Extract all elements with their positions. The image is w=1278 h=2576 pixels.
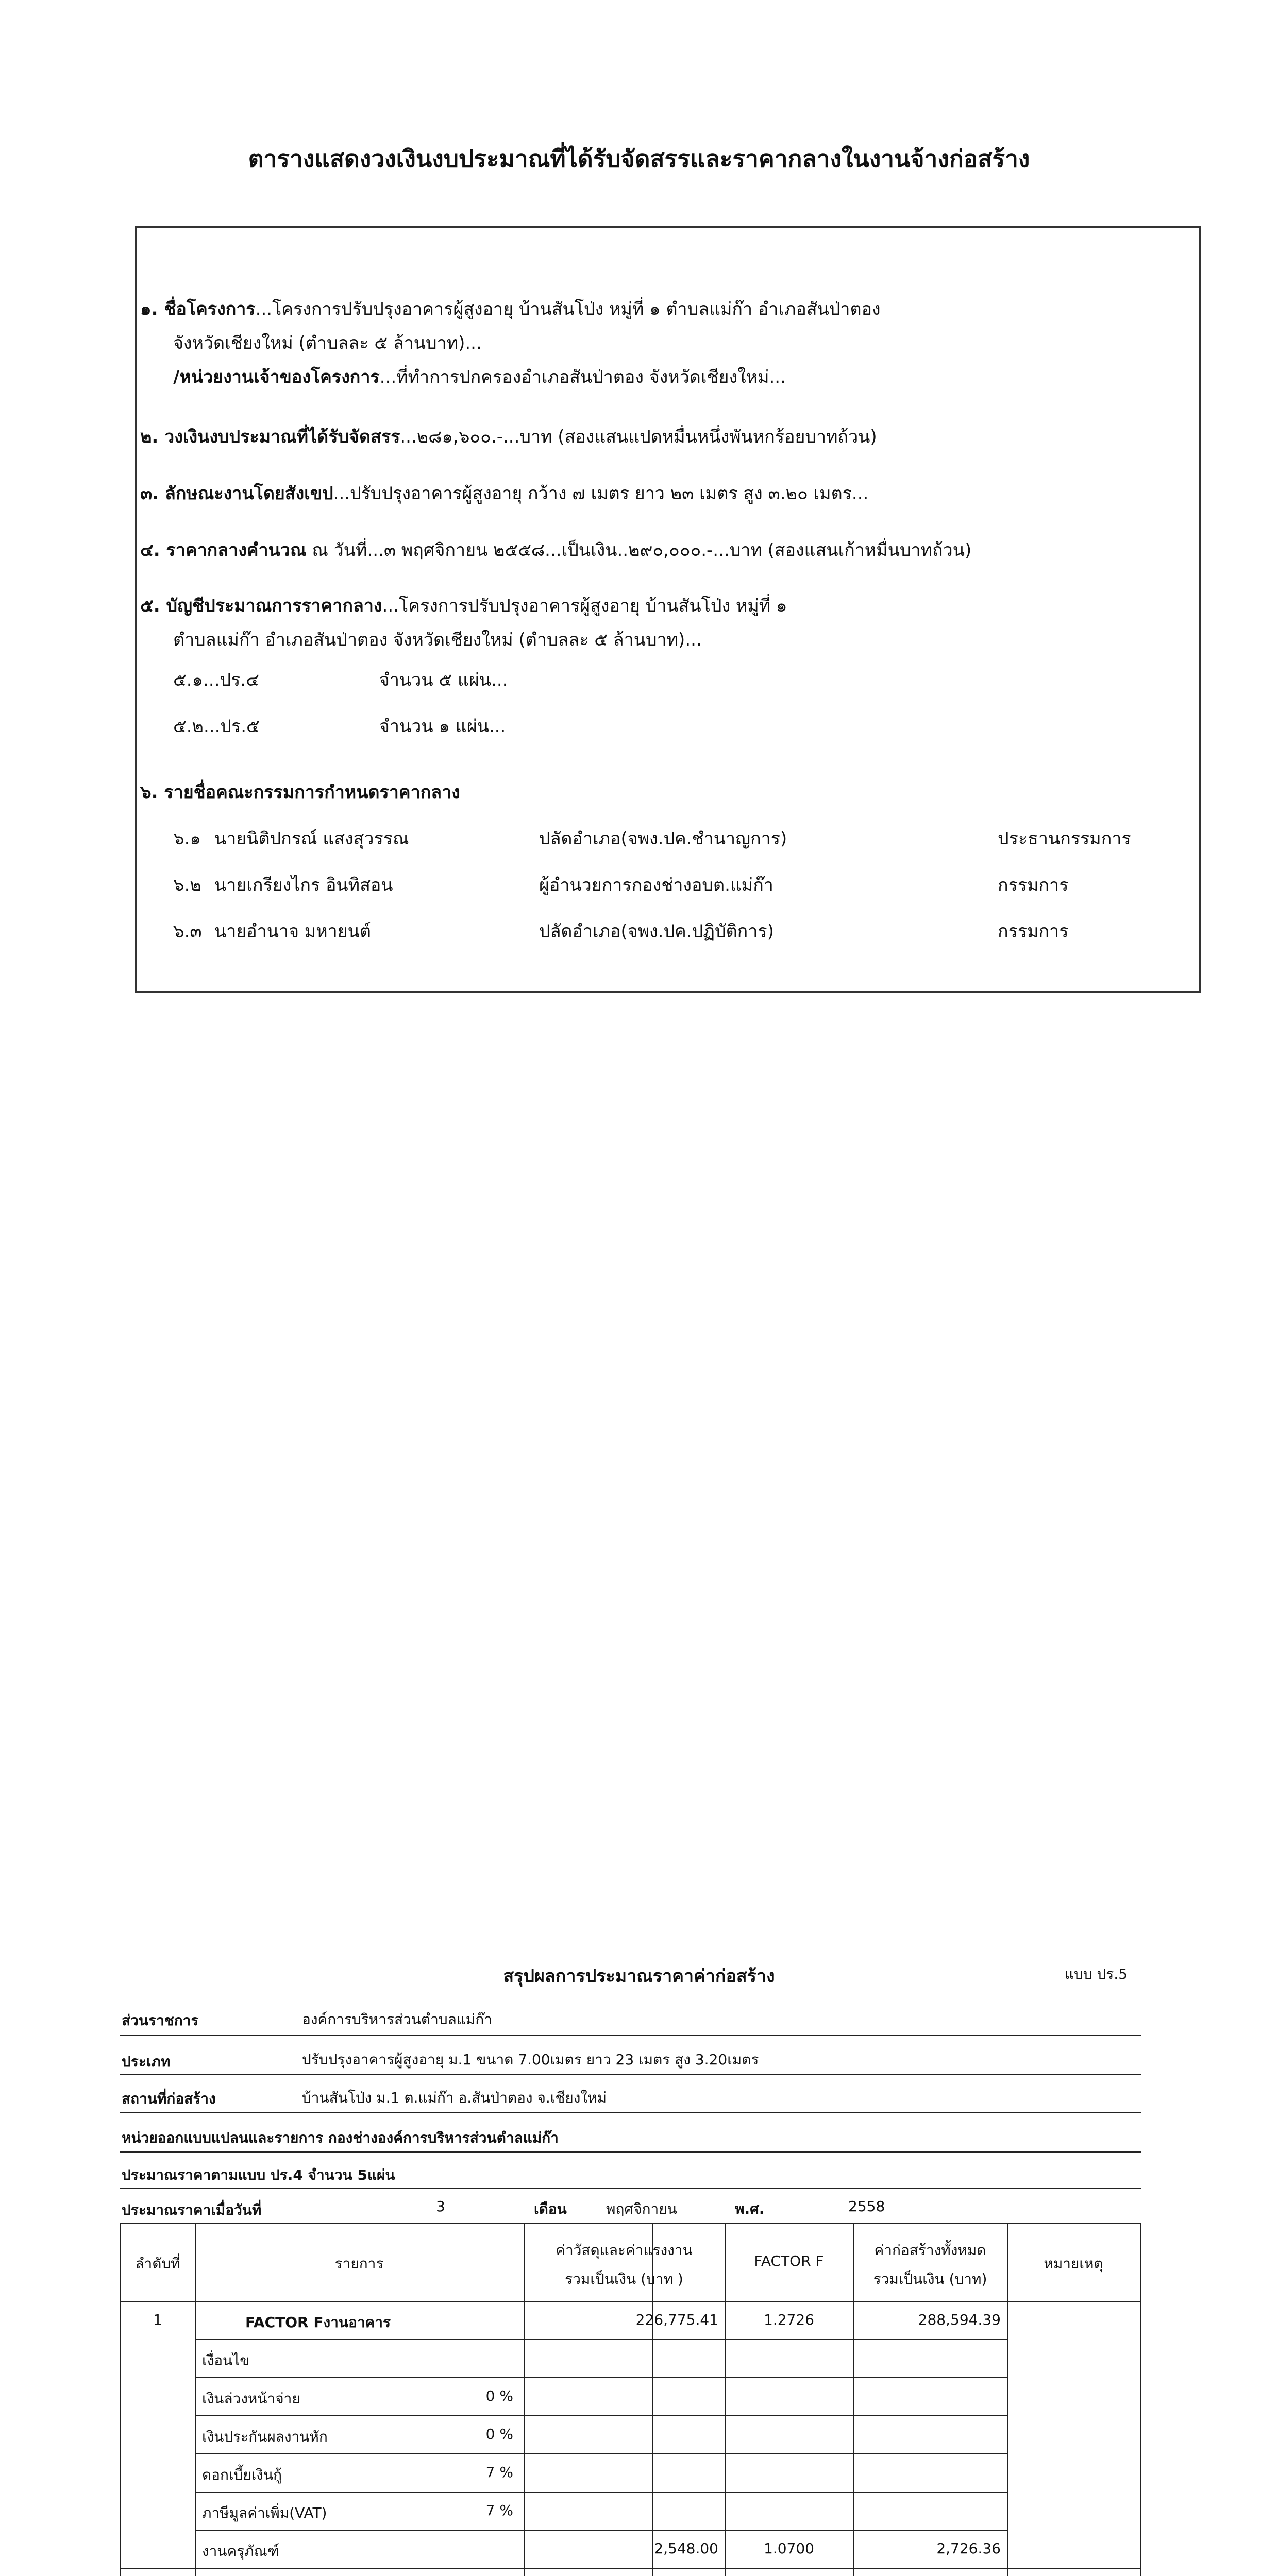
header-remark: หมายเหตุ [1044,2255,1103,2272]
item2-line [140,422,877,450]
item1-line [140,295,881,323]
agency-value: องค์การบริหารส่วนตำบลแม่ก๊า [302,2011,492,2028]
item5-line [140,591,787,619]
item4-label: ๔. ราคากลางคำนวณ [140,540,307,561]
item3-line [140,479,868,507]
table-line [195,2339,1007,2340]
item1-sub-label: /หน่วยงานเจ้าของโครงการ [173,367,380,387]
interest-value: 7 % [485,2464,513,2481]
table-border [120,2223,1141,2224]
header-no: ลำดับที่ [135,2255,180,2272]
item1-text: ...โครงการปรับปรุงอาคารผู้สูงอายุ บ้านสันโป่ง หมู่ที่ ๑ ตำบลแม่ก๊า อำเภอสันป่าตอง [255,299,881,319]
item2-label: ๒. วงเงินงบประมาณที่ได้รับจัดสรร [140,427,400,447]
page1-title: ตารางแสดงวงเงินงบประมาณที่ได้รับจัดสรรและราคากลางในงานจ้างก่อสร้าง [248,145,1030,173]
divider [120,2188,1141,2189]
table-line [195,2492,1007,2493]
committee-1-no: ๖.๑ [173,828,201,849]
furniture-total: 2,726.36 [936,2540,1001,2557]
item5-label: ๕. บัญชีประมาณการราคากลาง [140,596,382,616]
row1-factor: 1.2726 [764,2311,814,2328]
committee-2-position: ผู้อำนวยการกองช่างอบต.แม่ก๊า [539,875,773,895]
divider [120,2112,1141,2113]
table-line [1007,2223,1008,2576]
type-label: ประเภท [122,2053,171,2070]
header-cost-2: รวมเป็นเงิน (บาท ) [565,2270,683,2287]
item5-2-code: ๕.๒...ปร.๕ [173,716,260,737]
header-cost-1: ค่าวัสดุและค่าแรงงาน [556,2242,693,2259]
vat-label: ภาษีมูลค่าเพิ่ม(VAT) [202,2504,327,2521]
item3-text: ...ปรับปรุงอาคารผู้สูงอายุ กว้าง ๗ เมตร ยาว ๒๓ เมตร สูง ๓.๒๐ เมตร... [333,483,869,504]
guarantee-value: 0 % [485,2426,513,2443]
committee-1-position: ปลัดอำเภอ(จพง.ปค.ชำนาญการ) [539,828,787,849]
row1-no: 1 [153,2311,162,2328]
item5-2-qty: จำนวน ๑ แผ่น... [379,716,506,737]
page2-title: สรุปผลการประมาณราคาค่าก่อสร้าง [503,1966,775,1987]
site-label: สถานที่ก่อสร้าง [122,2090,216,2107]
advance-value: 0 % [485,2387,513,2404]
item2-text: ...๒๘๑,๖๐๐.-...บาท (สองแสนแปดหมื่นหนึ่งพันหกร้อยบาทถ้วน) [400,427,877,447]
table-line [195,2415,1007,2416]
divider [120,2074,1141,2075]
row1-total: 288,594.39 [918,2311,1001,2328]
table-border [120,2223,121,2576]
agency-label: ส่วนราชการ [122,2012,199,2029]
item6-label: ๖. รายชื่อคณะกรรมการกำหนดราคากลาง [140,782,460,803]
item4-text: ณ วันที่...๓ พฤศจิกายน ๒๕๕๘...เป็นเงิน..๒๙๐,๐๐๐.-...บาท (สองแสนเก้าหมื่นบาทถ้วน) [306,540,972,561]
item1-text2: จังหวัดเชียงใหม่ (ตำบลละ ๕ ล้านบาท)... [173,333,482,353]
item1-sub-line [173,363,786,391]
row1-cost: 226,775.41 [635,2311,718,2328]
committee-2-role: กรรมการ [998,875,1069,895]
header-total-1: ค่าก่อสร้างทั้งหมด [874,2242,986,2259]
committee-3-name: นายอำนาจ มหายนต์ [214,921,371,942]
item3-label: ๓. ลักษณะงานโดยสังเขป [140,483,333,504]
divider [120,2151,1141,2153]
date-year: 2558 [848,2198,885,2215]
table-line [195,2223,196,2576]
guarantee-label: เงินประกันผลงานหัก [202,2428,328,2445]
interest-label: ดอกเบี้ยเงินกู้ [202,2466,282,2483]
table-line [195,2377,1007,2378]
committee-3-no: ๖.๓ [173,921,202,942]
table-border [1140,2223,1141,2576]
table-line [195,2453,1007,2454]
table-line [195,2530,1007,2531]
advance-label: เงินล่วงหน้าจ่าย [202,2390,300,2407]
date-day: 3 [436,2198,445,2215]
date-month-label: เดือน [534,2200,567,2217]
header-factor: FACTOR F [754,2252,824,2269]
form-line: ประมาณราคาตามแบบ ปร.4 จำนวน 5แผ่น [122,2166,395,2183]
type-value: ปรับปรุงอาคารผู้สูงอายุ ม.1 ขนาด 7.00เมตร ยาว 23 เมตร สูง 3.20เมตร [302,2051,759,2068]
furniture-item: งานครุภัณฑ์ [202,2543,279,2560]
committee-1-name: นายนิติปกรณ์ แสงสุวรรณ [214,828,409,849]
conditions-label: เงื่อนไข [202,2352,250,2369]
header-total-2: รวมเป็นเงิน (บาท) [873,2270,987,2287]
date-label: ประมาณราคาเมื่อวันที่ [122,2201,262,2218]
header-item: รายการ [334,2255,384,2272]
furniture-factor: 1.0700 [764,2540,814,2557]
committee-3-position: ปลัดอำเภอ(จพง.ปค.ปฏิบัติการ) [539,921,774,942]
item1-label: ๑. ชื่อโครงการ [140,299,256,319]
committee-3-role: กรรมการ [998,921,1069,942]
furniture-cost: 2,548.00 [654,2540,718,2557]
committee-2-name: นายเกรียงไกร อินทิสอน [214,875,393,895]
vat-value: 7 % [485,2502,513,2519]
table-line [725,2223,726,2576]
committee-1-role: ประธานกรรมการ [998,828,1131,849]
table-line [120,2301,1141,2302]
item5-1-qty: จำนวน ๕ แผ่น... [379,670,508,690]
item5-text: ...โครงการปรับปรุงอาคารผู้สูงอายุ บ้านสันโป่ง หมู่ที่ ๑ [382,596,787,616]
date-month: พฤศจิกายน [606,2200,677,2217]
designer-line: หน่วยออกแบบแปลนและรายการ กองช่างองค์การบริหารส่วนตำลแม่ก๊า [122,2129,559,2146]
item5-text2: ตำบลแม่ก๊า อำเภอสันป่าตอง จังหวัดเชียงใหม่ (ตำบลละ ๕ ล้านบาท)... [173,630,702,650]
date-year-label: พ.ศ. [735,2200,765,2217]
divider [120,2035,1141,2036]
row1-item: FACTOR Fงานอาคาร [245,2314,391,2331]
item5-1-code: ๕.๑...ปร.๔ [173,670,259,690]
item4-line [140,536,971,564]
committee-2-no: ๖.๒ [173,875,201,895]
table-line [120,2568,1141,2569]
item1-sub-text: ...ที่ทำการปกครองอำเภอสันป่าตอง จังหวัดเชียงใหม่... [379,367,786,387]
form-code: แบบ ปร.5 [1065,1965,1128,1982]
site-value: บ้านสันโป่ง ม.1 ต.แม่ก๊า อ.สันป่าตอง จ.เชียงใหม่ [302,2089,607,2106]
